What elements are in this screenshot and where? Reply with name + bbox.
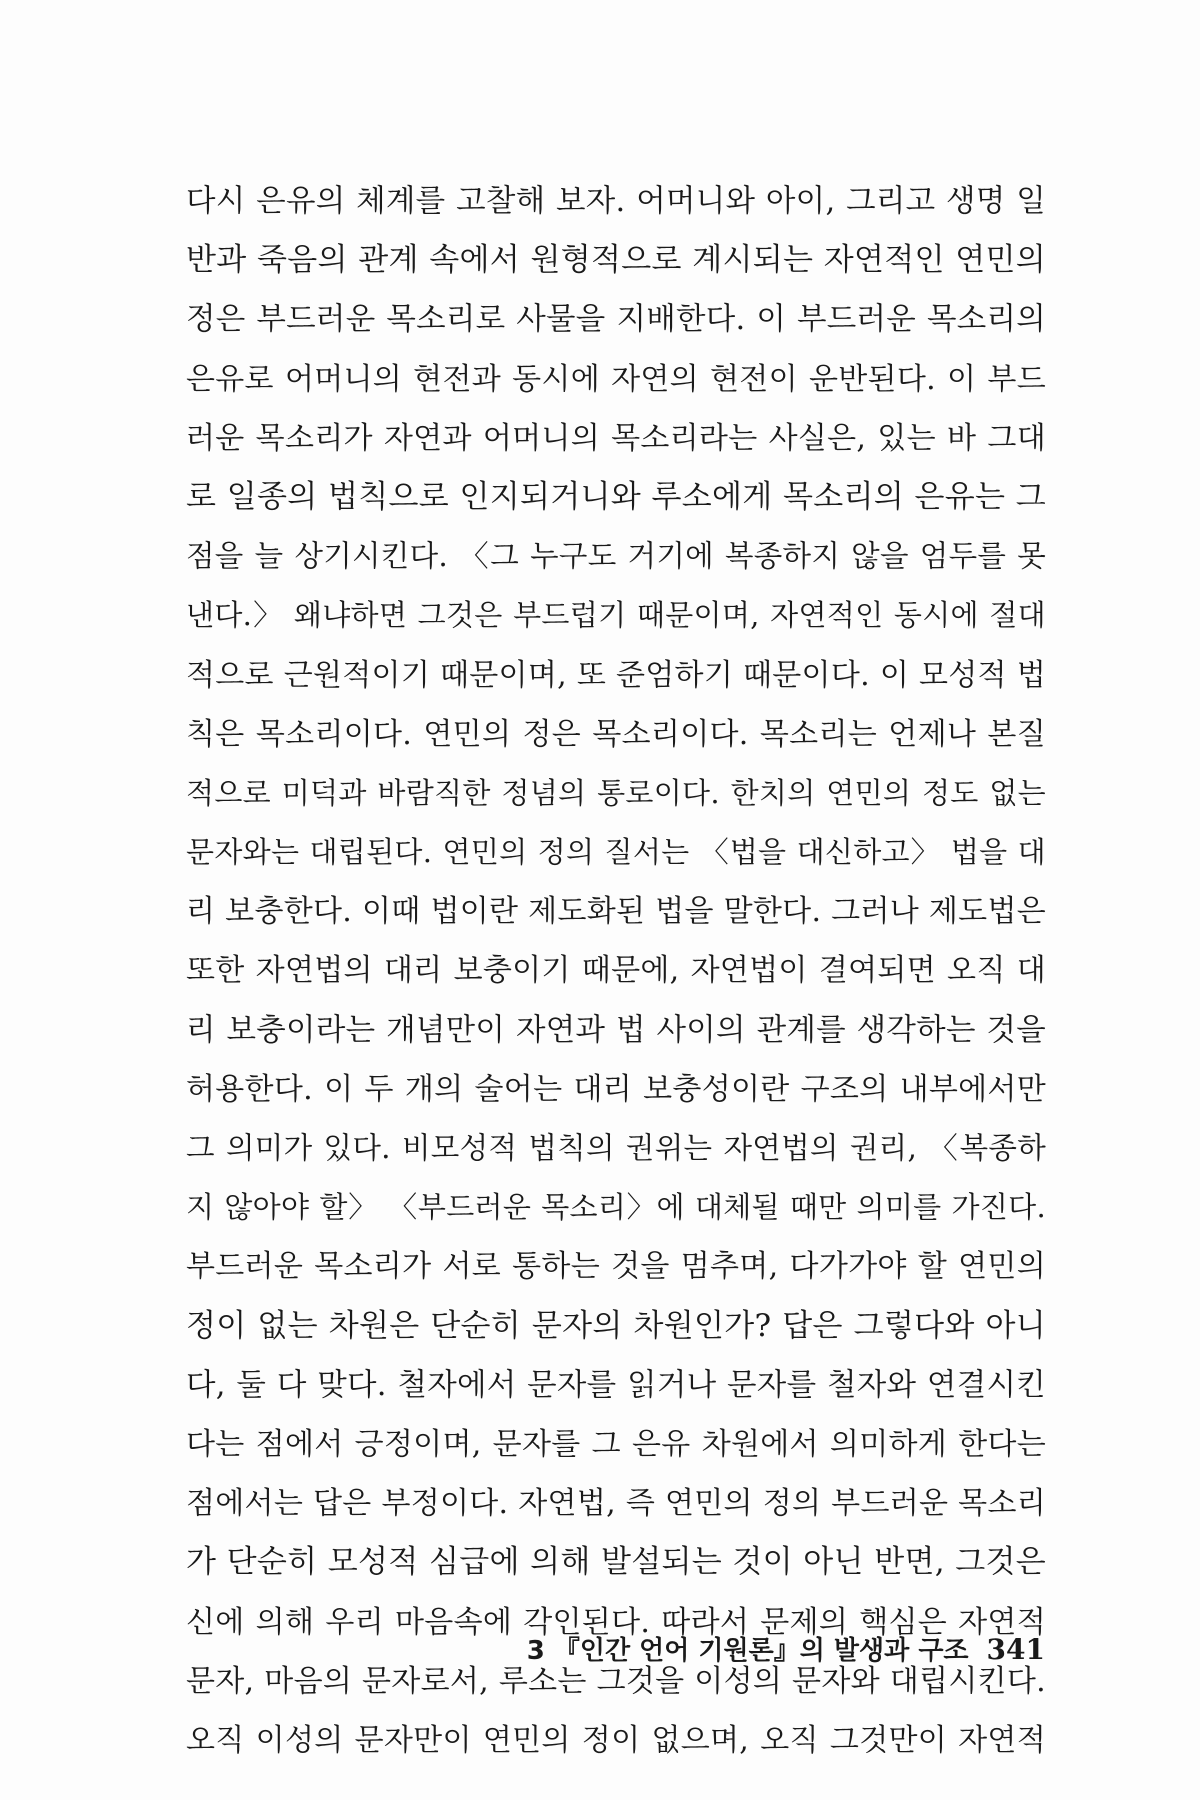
text-line: 리 보충한다. 이때 법이란 제도화된 법을 말한다. 그러나 제도법은 [186,894,1046,930]
text-line: 문자와는 대립된다. 연민의 정의 질서는 〈법을 대신하고〉 법을 대 [186,835,1046,870]
text-line: 또한 자연법의 대리 보충이기 때문에, 자연법이 결여되면 오직 대 [186,953,1046,989]
text-line: 반과 죽음의 관계 속에서 원형적으로 계시되는 자연적인 연민의 [186,242,1046,279]
text-line: 다, 둘 다 맞다. 철자에서 문자를 읽거나 문자를 철자와 연결시킨 [186,1367,1046,1403]
text-line: 가 단순히 모성적 심급에 의해 발설되는 것이 아닌 반면, 그것은 [186,1544,1046,1581]
text-line: 점을 늘 상기시킨다. 〈그 누구도 거기에 복종하지 않을 엄두를 못 [186,539,1046,574]
text-line: 그 의미가 있다. 비모성적 법칙의 권위는 자연법의 권리, 〈복종하 [186,1131,1046,1165]
text-line: 정은 부드러운 목소리로 사물을 지배한다. 이 부드러운 목소리의 [186,302,1046,338]
text-line: 점에서는 답은 부정이다. 자연법, 즉 연민의 정의 부드러운 목소리 [186,1486,1046,1522]
text-line: 낸다.〉 왜냐하면 그것은 부드럽기 때문이며, 자연적인 동시에 절대 [186,598,1046,633]
body-text [186,172,1046,1770]
text-line: 다시 은유의 체계를 고찰해 보자. 어머니와 아이, 그리고 생명 일 [186,184,1046,219]
text-line: 로 일종의 법칙으로 인지되거니와 루소에게 목소리의 은유는 그 [186,478,1046,515]
text-line: 문자, 마음의 문자로서, 루소는 그것을 이성의 문자와 대립시킨다. [186,1663,1046,1699]
text-line: 오직 이성의 문자만이 연민의 정이 없으며, 오직 그것만이 자연적 [186,1722,1046,1758]
text-line: 은유로 어머니의 현전과 동시에 자연의 현전이 운반된다. 이 부드 [186,361,1046,397]
text-line: 지 않아야 할〉 〈부드러운 목소리〉에 대체될 때만 의미를 가진다. [186,1190,1046,1225]
footer-chapter-title: 3 『인간 언어 기원론』의 발생과 구조 [526,1636,969,1666]
text-line: 허용한다. 이 두 개의 술어는 대리 보충성이란 구조의 내부에서만 [186,1071,1046,1107]
text-line: 적으로 미덕과 바람직한 정념의 통로이다. 한치의 연민의 정도 없는 [186,775,1046,810]
text-line: 다는 점에서 긍정이며, 문자를 그 은유 차원에서 의미하게 한다는 [186,1426,1046,1462]
text-line: 부드러운 목소리가 서로 통하는 것을 멈추며, 다가가야 할 연민의 [186,1249,1046,1285]
text-line: 정이 없는 차원은 단순히 문자의 차원인가? 답은 그렇다와 아니 [186,1307,1046,1344]
page-number: 341 [986,1633,1045,1666]
text-line: 칙은 목소리이다. 연민의 정은 목소리이다. 목소리는 언제나 본질 [186,716,1046,752]
text-line: 적으로 근원적이기 때문이며, 또 준엄하기 때문이다. 이 모성적 법 [186,657,1046,693]
text-line: 신에 의해 우리 마음속에 각인된다. 따라서 문제의 핵심은 자연적 [186,1604,1046,1640]
running-footer [527,1630,1045,1670]
text-line: 러운 목소리가 자연과 어머니의 목소리라는 사실은, 있는 바 그대 [186,420,1046,456]
text-line: 리 보충이라는 개념만이 자연과 법 사이의 관계를 생각하는 것을 [186,1012,1046,1048]
